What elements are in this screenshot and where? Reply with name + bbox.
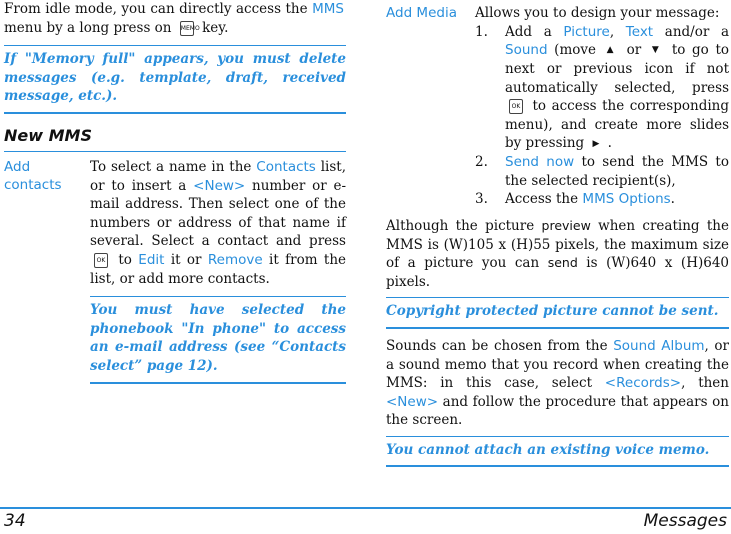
up-arrow-icon: ▲ [606,45,616,56]
new-mms-heading: New MMS [4,125,92,145]
add-contacts-label: Add contacts [4,158,62,193]
left-column [4,0,346,384]
ok-key-icon: OK [509,99,523,114]
ok-key-icon: OK [94,253,108,268]
footer-divider [0,507,731,509]
memory-full-note: If "Memory full" appears, you must delete messages (e.g. template, draft, received message, etc.). [4,45,346,114]
sounds-paragraph: Sounds can be chosen from the Sound Album, or a sound memo that you record when creating the MMS: in this case, select <Records>, then <New> and follow the procedure that appears on the screen. [386,337,729,429]
down-arrow-icon: ▼ [651,45,662,56]
list-item: 3. Access the MMS Options. [475,191,675,208]
voice-memo-note: You cannot attach an existing voice memo. [386,436,729,468]
phonebook-note: You must have selected the phonebook "In phone" to access an e-mail address (see “Contacts select” page 12). [90,296,346,383]
divider [4,151,346,152]
add-media-steps [475,23,729,209]
mms-link: MMS [312,1,344,17]
add-media-label: Add Media [386,5,457,21]
list-item: 1. Add a Picture, Text and/or a Sound (move ▲ or ▼ to go to next or previous icon if not automatically selected, press OK to access the corresponding menu), and create more slides by pressing ▶ . [475,23,730,152]
section-title: Messages [643,511,727,531]
right-arrow-icon: ▶ [592,138,600,149]
list-item: 2. Send now to send the MMS to the selected recipient(s), [475,154,729,189]
intro-paragraph: From idle mode, you can directly access the MMS menu by a long press on MEMO key. [4,1,344,36]
add-contacts-row [4,158,346,384]
add-media-row: Add Media Allows you to design your message: 1. Add a Picture, Text and/or a Sound (move ▲ or ▼ to go to next or previous icon if not automatically selected, press OK to access the corresponding menu), and create more slides by pressing ▶ . 2. Send now to send the MMS to the selected recipient(s), 3. Access the MMS Options. [386,5,730,208]
copyright-note: Copyright protected picture cannot be sent. [386,297,729,329]
picture-size-paragraph: Although the picture preview when creating the MMS is (W)105 x (H)55 pixels, the maximum size of a picture you can send is (W)640 x (H)640 pixels. [386,217,729,290]
page-number: 34 [4,511,26,531]
right-column [386,4,729,467]
memo-key-icon: MEMO [180,21,194,36]
add-contacts-text: To select a name in the Contacts list, or to insert a <New> number or e-mail address. Then select one of the numbers or address of that name if several. Select a contact and press OK to Edit it or Remove it from the list, or add more contacts. [90,158,347,287]
